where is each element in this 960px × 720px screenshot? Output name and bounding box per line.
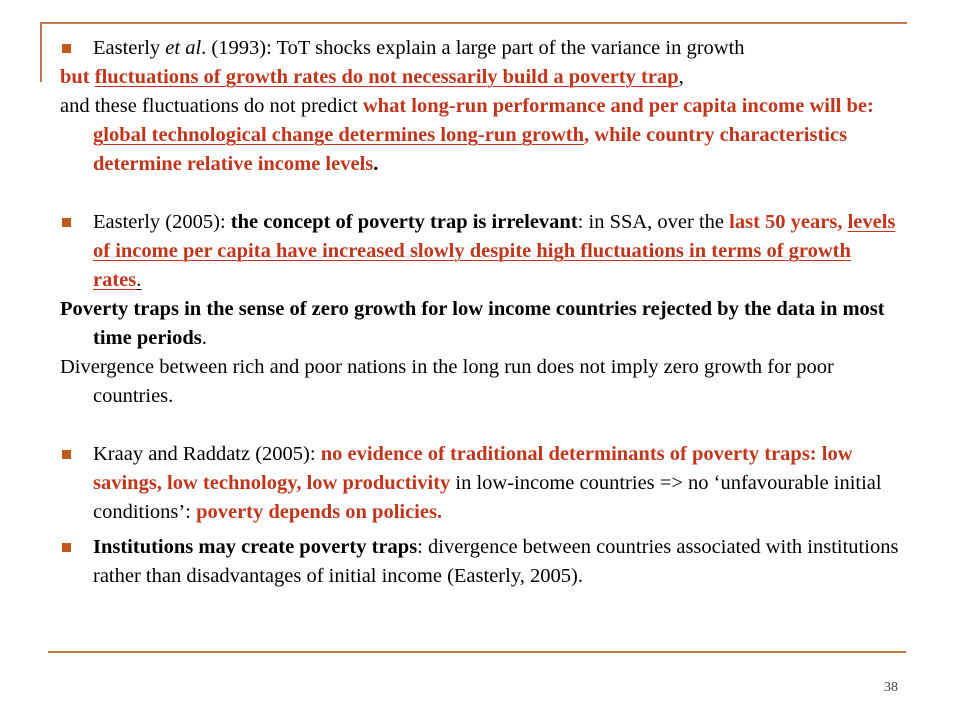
text-run: Easterly (2005): bbox=[93, 211, 231, 233]
text-run-highlight: global technological change determines long-run growth bbox=[93, 124, 585, 146]
paragraph-easterly-2005 bbox=[60, 208, 900, 295]
frame-bottom-rule bbox=[48, 651, 906, 653]
text-run: Easterly bbox=[93, 37, 166, 59]
slide-body bbox=[60, 34, 900, 591]
text-run: : in SSA, over the bbox=[577, 211, 730, 233]
square-bullet-icon bbox=[62, 218, 71, 227]
square-bullet-icon bbox=[62, 44, 71, 53]
text-run-highlight: last 50 years, bbox=[729, 211, 848, 233]
frame-left-rule bbox=[40, 22, 42, 82]
text-run: Divergence between rich and poor nations in the long run does not imply zero growth for poor countries. bbox=[60, 356, 834, 407]
text-run: in low-income countries => no ‘unfavourable initial conditions’: bbox=[93, 472, 882, 523]
text-run-highlight: poverty depends on policies. bbox=[196, 501, 443, 523]
text-run-highlight: fluctuations of growth rates do not necessarily build a poverty trap bbox=[94, 66, 679, 88]
paragraph-easterly-1993 bbox=[60, 34, 900, 63]
text-run-italic: et al bbox=[165, 37, 202, 59]
paragraph-long-run-performance bbox=[60, 92, 900, 179]
page-number: 38 bbox=[884, 680, 898, 695]
square-bullet-icon bbox=[62, 543, 71, 552]
text-run-highlight: what long-run performance and per capita income will be: bbox=[362, 95, 874, 117]
text-run: but bbox=[60, 66, 95, 88]
text-run: , bbox=[678, 66, 684, 88]
paragraph-fluctuations bbox=[60, 63, 900, 92]
text-run-highlight: no evidence of traditional determinants of poverty traps: low savings, low technology, low productivity bbox=[93, 443, 853, 494]
frame-top-rule bbox=[40, 22, 907, 24]
paragraph-divergence bbox=[60, 353, 900, 411]
square-bullet-icon bbox=[62, 450, 71, 459]
text-run-bold: Poverty traps in the sense of zero growth for low income countries rejected by the data in most time periods bbox=[60, 298, 885, 349]
text-run: . bbox=[136, 269, 142, 291]
text-run-highlight: , while country characteristics determine relative income levels bbox=[93, 124, 848, 175]
paragraph-poverty-traps-rejected bbox=[60, 295, 900, 353]
text-run: Kraay and Raddatz (2005): bbox=[93, 443, 321, 465]
text-run: . bbox=[201, 327, 207, 349]
text-run-bold: Institutions may create poverty traps bbox=[93, 536, 418, 558]
paragraph-institutions bbox=[60, 533, 900, 591]
paragraph-kraay-raddatz bbox=[60, 440, 900, 527]
text-run-highlight: levels of income per capita have increased slowly despite high fluctuations in terms of growth rates bbox=[93, 211, 896, 291]
text-run-bold: the concept of poverty trap is irrelevant bbox=[230, 211, 578, 233]
text-run: . bbox=[373, 153, 379, 175]
text-run: . (1993): ToT shocks explain a large part of the variance in growth bbox=[201, 37, 745, 59]
text-run: and these fluctuations do not predict bbox=[60, 95, 363, 117]
text-run: : divergence between countries associated with institutions rather than disadvantages of initial income (Easterly, 2005). bbox=[93, 536, 899, 587]
